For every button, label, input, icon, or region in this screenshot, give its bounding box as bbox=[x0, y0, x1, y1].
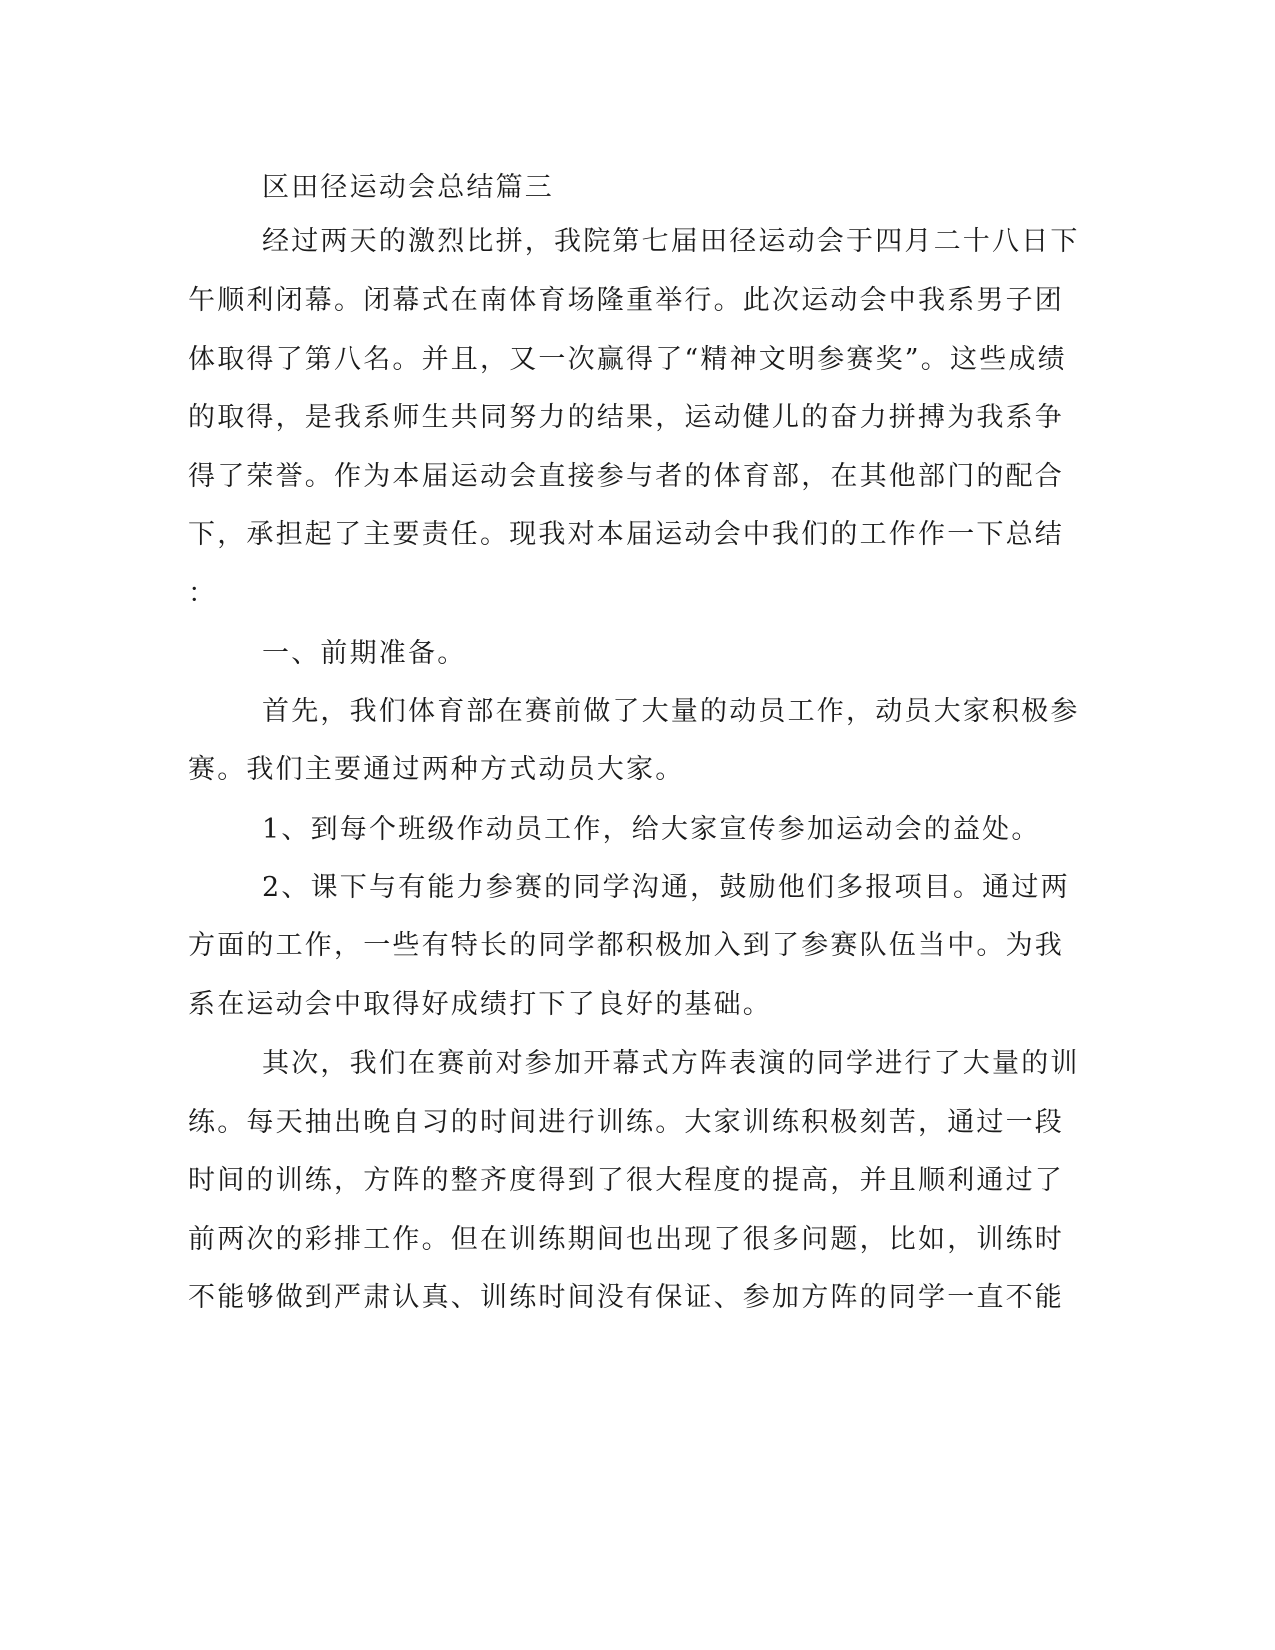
paragraph-line: 前两次的彩排工作。但在训练期间也出现了很多问题，比如，训练时 bbox=[188, 1224, 1064, 1255]
paragraph-line: 不能够做到严肃认真、训练时间没有保证、参加方阵的同学一直不能 bbox=[188, 1282, 1064, 1313]
paragraph-line: 系在运动会中取得好成绩打下了良好的基础。 bbox=[188, 989, 772, 1020]
paragraph-line: ： bbox=[188, 578, 218, 609]
paragraph-line: 首先，我们体育部在赛前做了大量的动员工作，动员大家积极参 bbox=[262, 696, 1080, 727]
paragraph-line: 时间的训练，方阵的整齐度得到了很大程度的提高，并且顺利通过了 bbox=[188, 1165, 1064, 1196]
list-item: 2、课下与有能力参赛的同学沟通，鼓励他们多报项目。通过两 bbox=[262, 872, 1070, 903]
paragraph-line: 练。每天抽出晚自习的时间进行训练。大家训练积极刻苦，通过一段 bbox=[188, 1107, 1064, 1138]
paragraph-line: 赛。我们主要通过两种方式动员大家。 bbox=[188, 754, 685, 785]
paragraph-line: 方面的工作，一些有特长的同学都积极加入到了参赛队伍当中。为我 bbox=[188, 930, 1064, 961]
paragraph-line: 得了荣誉。作为本届运动会直接参与者的体育部，在其他部门的配合 bbox=[188, 461, 1064, 492]
section-heading: 一、前期准备。 bbox=[262, 638, 467, 669]
paragraph-line: 的取得，是我系师生共同努力的结果，运动健儿的奋力拼搏为我系争 bbox=[188, 402, 1064, 433]
document-title: 区田径运动会总结篇三 bbox=[262, 172, 554, 203]
paragraph-line: 下，承担起了主要责任。现我对本届运动会中我们的工作作一下总结 bbox=[188, 519, 1064, 550]
paragraph-line: 其次，我们在赛前对参加开幕式方阵表演的同学进行了大量的训 bbox=[262, 1048, 1080, 1079]
list-item: 1、到每个班级作动员工作，给大家宣传参加运动会的益处。 bbox=[262, 814, 1041, 845]
paragraph-line: 经过两天的激烈比拼，我院第七届田径运动会于四月二十八日下 bbox=[262, 226, 1080, 257]
paragraph-line: 体取得了第八名。并且，又一次赢得了“精神文明参赛奖”。这些成绩 bbox=[188, 344, 1067, 375]
paragraph-line: 午顺利闭幕。闭幕式在南体育场隆重举行。此次运动会中我系男子团 bbox=[188, 285, 1064, 316]
